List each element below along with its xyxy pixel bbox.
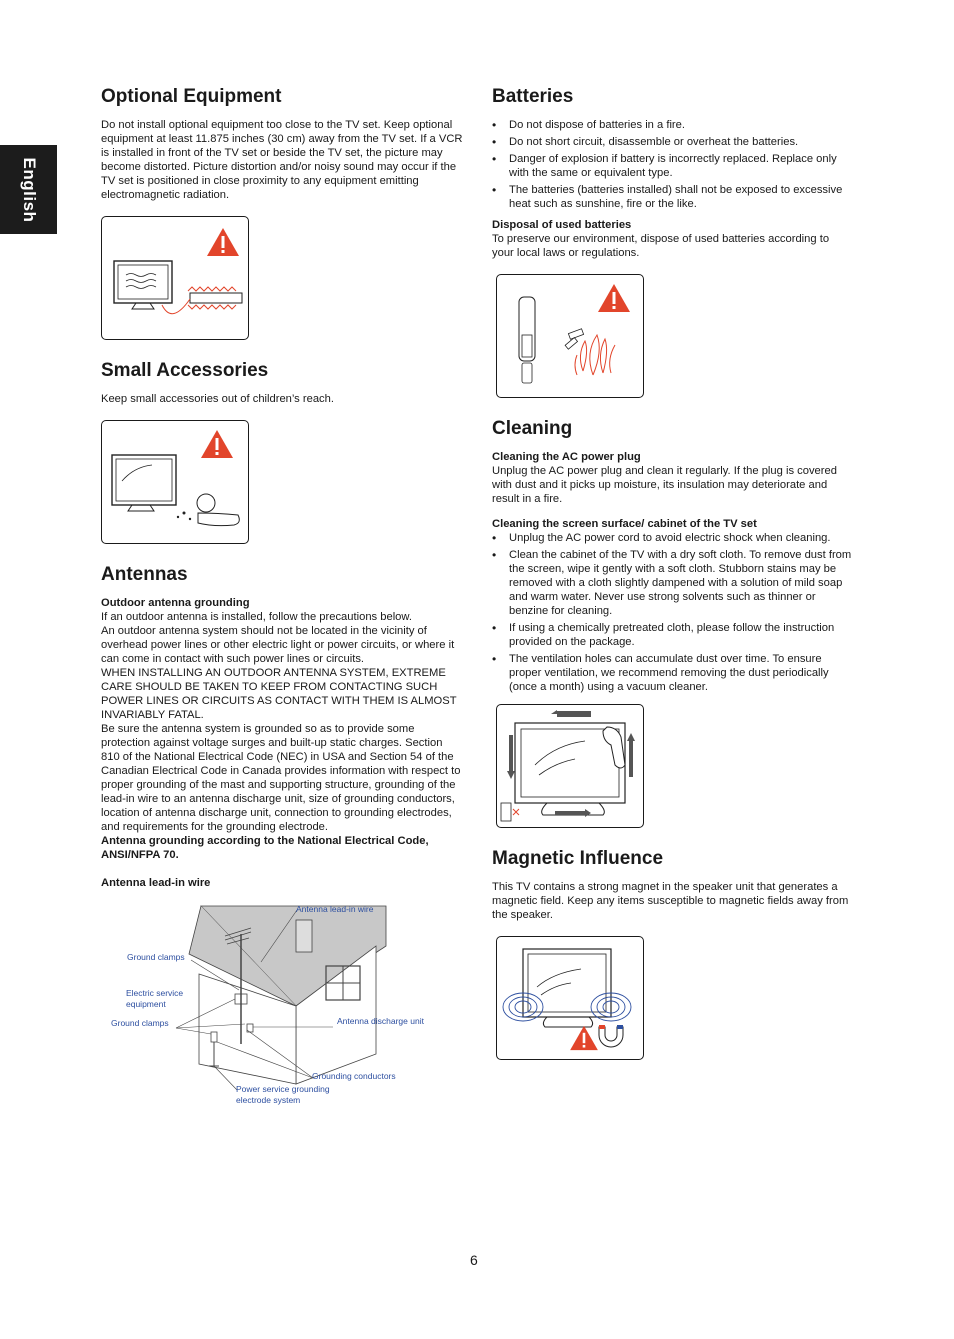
antenna-lead-in-title: Antenna lead-in wire	[101, 877, 211, 889]
label-electric-service-equipment: Electric service equipment	[126, 988, 184, 1009]
list-item: • Danger of explosion if battery is incorrectly replaced. Replace only with the same or equivalent type.	[492, 152, 852, 180]
list-item: • If using a chemically pretreated cloth, please follow the instruction provided on the package.	[492, 621, 852, 649]
antennas-body-1: If an outdoor antenna is installed, follow the precautions below.	[101, 611, 412, 623]
antennas-body-3: WHEN INSTALLING AN OUTDOOR ANTENNA SYSTEM, EXTREME CARE SHOULD BE TAKEN TO KEEP FROM CONTACTING SUCH POWER LINES OR CIRCUITS AS CONTACT WITH THEM IS ALMOST INVARIABLY FATAL.	[101, 667, 457, 721]
warning-triangle-icon	[597, 283, 631, 313]
warning-triangle-icon	[200, 429, 234, 459]
list-item: • The ventilation holes can accumulate dust over time. To ensure proper ventilation, we recommend removing the dust periodically (once a month) using a vacuum cleaner.	[492, 652, 852, 694]
antennas-body-4: Be sure the antenna system is grounded so as to provide some protection against voltage surges and built-up static charges. Section 810 of the National Electrical Code (NEC) in USA and Section 54 of the Canadian Electrical Code in Canada provides information with respect to proper grounding of the mast and supporting structure, grounding of the lead-in wire to an antenna discharge unit, size of grounding conductors, location of antenna discharge unit, connection to grounding electrodes, and requirements for the grounding electrode.	[101, 723, 461, 833]
antennas-title: Antennas	[101, 564, 188, 585]
small-accessories-body: Keep small accessories out of children’s reach.	[101, 393, 334, 405]
disposal-title: Disposal of used batteries	[492, 219, 632, 231]
batteries-title: Batteries	[492, 86, 574, 107]
small-accessories-title: Small Accessories	[101, 360, 269, 381]
small-accessories-illustration	[101, 420, 249, 544]
left-column	[101, 84, 463, 1114]
cleaning-title: Cleaning	[492, 418, 573, 439]
list-item: • The batteries (batteries installed) shall not be exposed to excessive heat such as sunshine, fire or the like.	[492, 183, 852, 211]
antenna-grounding-code: Antenna grounding according to the National Electrical Code, ANSI/NFPA 70.	[101, 835, 429, 861]
disposal-body: To preserve our environment, dispose of used batteries according to your local laws or regulations.	[492, 233, 830, 259]
cleaning-list	[492, 531, 852, 694]
label-power-service-grounding: Power service grounding electrode system	[236, 1084, 330, 1105]
list-item: • Do not dispose of batteries in a fire.	[492, 118, 852, 132]
batteries-illustration	[496, 274, 644, 398]
optional-equipment-illustration	[101, 216, 249, 340]
magnetic-influence-title: Magnetic Influence	[492, 848, 664, 869]
label-ground-clamps-bottom: Ground clamps	[111, 1018, 169, 1028]
right-column	[492, 84, 852, 1060]
antenna-grounding-diagram	[101, 894, 451, 1114]
language-tab	[0, 145, 57, 234]
list-item: • Clean the cabinet of the TV with a dry soft cloth. To remove dust from the screen, wipe it gently with a soft cloth. Stubborn stains may be removed with a cloth slightly dampened with a solution of mild soap and warm water. Never use strong solvents such as thinner or benzine for cleaning.	[492, 548, 852, 618]
list-item: • Do not short circuit, disassemble or overheat the batteries.	[492, 135, 852, 149]
label-antenna-lead-in-wire: Antenna lead-in wire	[296, 904, 374, 914]
batteries-list	[492, 118, 852, 211]
optional-equipment-title: Optional Equipment	[101, 86, 282, 107]
magnetic-influence-illustration	[496, 936, 644, 1060]
magnetic-influence-body: This TV contains a strong magnet in the speaker unit that generates a magnetic field. Keep any items susceptible to magnetic fields away from the speaker.	[492, 881, 849, 921]
optional-equipment-body: Do not install optional equipment too close to the TV set. Keep optional equipment at least 11.875 inches (30 cm) away from the TV set. If a VCR is installed in front of the TV set or beside the TV set, the picture may become distorted. Picture distortion and/or noisy sound may occur if the TV set is positioned in close proximity to any equipment emitting electromagnetic radiation.	[101, 119, 463, 201]
page-number: 6	[470, 1252, 478, 1268]
warning-triangle-icon	[206, 227, 240, 257]
label-ground-clamps-top: Ground clamps	[127, 952, 185, 962]
cleaning-plug-body: Unplug the AC power plug and clean it regularly. If the plug is covered with dust and it picks up moisture, its insulation may deteriorate and result in a fire.	[492, 465, 837, 505]
warning-triangle-icon	[569, 1025, 599, 1051]
label-antenna-discharge-unit: Antenna discharge unit	[337, 1016, 424, 1026]
language-tab-label: English	[19, 157, 39, 222]
cleaning-screen-title: Cleaning the screen surface/ cabinet of the TV set	[492, 518, 757, 530]
antennas-body-2: An outdoor antenna system should not be located in the vicinity of overhead power lines or other electric light or power circuits, or where it can come in contact with such power lines or circuits.	[101, 625, 455, 665]
cleaning-illustration	[496, 704, 644, 828]
list-item: • Unplug the AC power cord to avoid electric shock when cleaning.	[492, 531, 852, 545]
outdoor-antenna-grounding-title: Outdoor antenna grounding	[101, 597, 250, 609]
cleaning-plug-title: Cleaning the AC power plug	[492, 451, 641, 463]
label-grounding-conductors: Grounding conductors	[312, 1071, 396, 1081]
